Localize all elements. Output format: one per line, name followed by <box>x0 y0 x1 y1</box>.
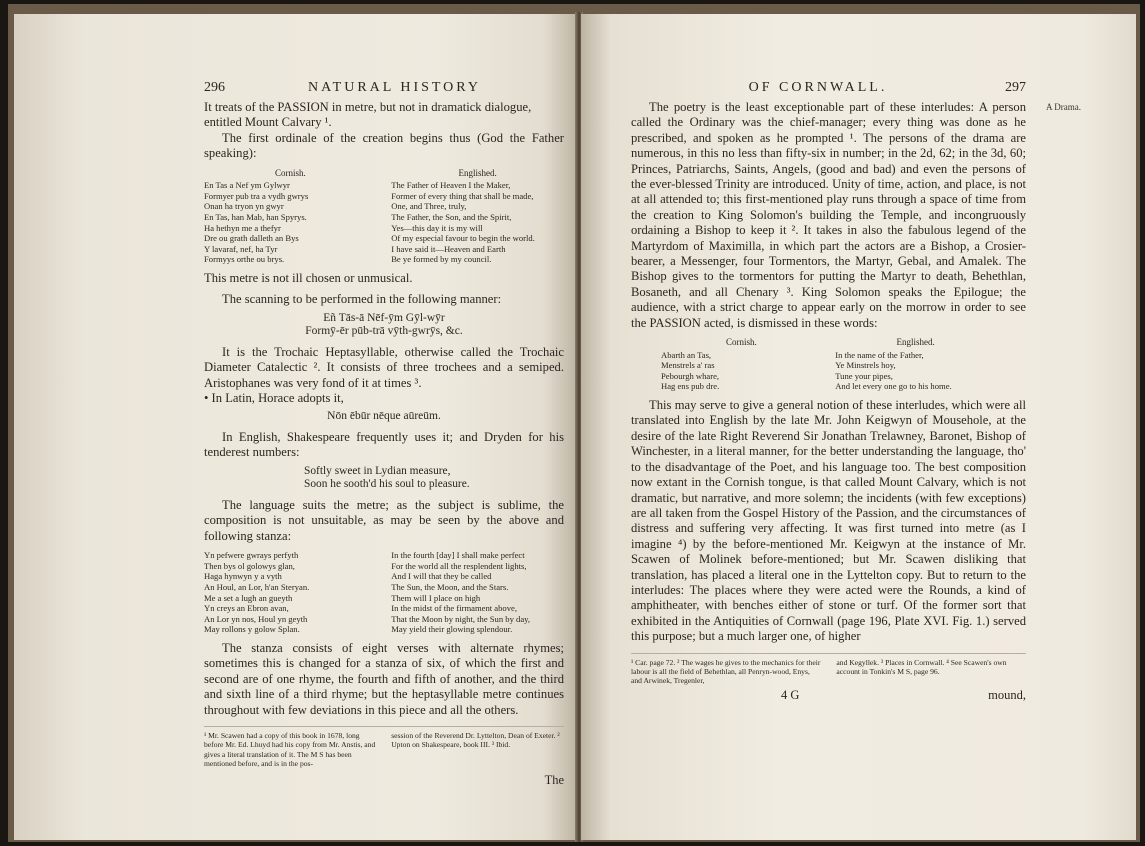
english-column <box>391 168 564 265</box>
right-text-block <box>631 80 1026 703</box>
latin-line: Nōn ēbūr nēque aūreūm. <box>327 410 441 423</box>
stanza-cornish-column <box>204 550 377 635</box>
cornish-line: Haga hynwyn y a vyth <box>204 571 282 582</box>
english-line: Of my especial favour to begin the world. <box>391 233 535 244</box>
left-text-block <box>204 80 564 788</box>
cornish-line: En Tas a Nef ym Gylwyr <box>204 180 290 191</box>
cornish-line: Onan ha tryon yn gwyr <box>204 201 284 212</box>
signature-mark: 4 G <box>781 687 800 702</box>
cornish-line: Y lavaraf, nef, ha Tyr <box>204 243 278 254</box>
cornish-line: Me a set a lugh an gueyth <box>204 592 293 603</box>
margin-note: A Drama. <box>1046 102 1081 112</box>
scan-line: Eñ Tās-ā Nēf-ȳm Gȳl-wȳr <box>323 311 445 324</box>
right-running-head <box>631 80 1026 96</box>
footnote-column: ¹ Car. page 72. ² The wages he gives to the mechanics for their labour is all the field of Behethlan, all Penryn-wood, Enys, and Arwinek, Tregenler, <box>631 657 821 686</box>
left-page-number: 296 <box>204 80 225 95</box>
english-line: In the name of the Father, <box>835 349 924 360</box>
footnote-column: and Kegyllek. ³ Places in Cornwall. ⁴ See Scawen's own account in Tonkin's M S, page 96. <box>836 657 1007 676</box>
cornish-line: En Tas, han Mab, han Spyrys. <box>204 212 307 222</box>
scanning-paragraph: The scanning to be performed in the following manner: <box>222 292 502 307</box>
ordinale-paragraph: The first ordinale of the creation begins thus (God the Father speaking): <box>204 130 564 161</box>
left-footnotes <box>204 726 564 769</box>
cornish-heading: Cornish. <box>726 337 757 348</box>
trochaic-paragraph: It is the Trochaic Heptasyllable, otherwise called the Trochaic Diameter Catalectic ². It consists of three trochees and a semiped. Aristophanes was very fond of it at times ³. <box>204 344 564 390</box>
latin-paragraph: • In Latin, Horace adopts it, <box>204 391 344 405</box>
english-column <box>835 337 996 392</box>
english-line: I have said it—Heaven and Earth <box>391 243 506 254</box>
cornish-line: An Lor yn nos, Houl yn geyth <box>204 613 308 624</box>
english-line: The Father of Heaven I the Maker, <box>391 180 511 191</box>
cornish-line: Hag ens pub dre. <box>661 381 720 392</box>
metre-line: This metre is not ill chosen or unmusical. <box>204 270 413 285</box>
intro-line-1: It treats of the PASSION in metre, but not in dramatick dialogue, <box>204 100 532 114</box>
cornish-line: Then bys ol golowys glan, <box>204 560 295 571</box>
cornish-line: Abarth an Tas, <box>661 349 712 360</box>
interludes-paragraph: This may serve to give a general notion of these interludes, which were all translated into English by the late Mr. John Keigwyn of Mousehole, at the desire of the late Right Reverend Sir Jonathan Trelawney, Baronet, Bishop of Winchester, in a literal manner, for the better understanding the language, tho' to the disadvantage of the Poet, and his language too. The best composition now extant in the Cornish tongue, is that called Mount Calvary, which is not dramatic, but narrative, and more solemn; the incidents (with few exceptions) are all taken from the Gospel History of the Passion, and the circumstances of distress and suffering very affecting. It was first turned into metre (as I imagine ⁴) by the before-mentioned Mr. Keigwyn at the instance of Mr. Scawen of Molinek before-mentioned; but Mr. Scawen disliking that translation, has placed a literal one in the Lyttelton copy. But to return to the interludes: The places where they were acted were the Rounds, a kind of amphitheater, with benches either of stone or turf. Of the former sort that exhibited in the Antiquities of Cornwall (page 196, Plate XVI. Fig. 1.) served this purpose; but a much larger one, of higher <box>631 398 1026 644</box>
english-line: In the fourth [day] I shall make perfect <box>391 550 525 561</box>
epilogue-verse-columns <box>631 337 1026 392</box>
language-paragraph: The language suits the metre; as the subject is sublime, the composition is not unsuitable, as may be seen by the above and following stanza: <box>204 497 564 543</box>
left-head-title: NATURAL HISTORY <box>308 80 481 95</box>
english-heading: Englished. <box>896 337 935 348</box>
english-paragraph: In English, Shakespeare frequently uses it; and Dryden for his tenderest numbers: <box>204 429 564 460</box>
stanza-english-column <box>391 550 564 635</box>
book-spread <box>8 4 1140 842</box>
english-line: In the midst of the firmament above, <box>391 603 517 614</box>
cornish-line: May rollons y golow Splan. <box>204 624 300 635</box>
english-line: That the Moon by night, the Sun by day, <box>391 613 531 624</box>
intro-line-2: entitled Mount Calvary ¹. <box>204 115 332 130</box>
cornish-line: Yn pefwere gwrays perfyth <box>204 550 299 561</box>
english-line: And I will that they be called <box>391 571 492 582</box>
english-line: Yes—this day it is my will <box>391 222 483 233</box>
dryden-verse <box>304 465 564 492</box>
drama-paragraph: The poetry is the least exceptionable part of these interludes: A person called the Ordinary was the chief-manager; every thing was done as he prescribed, and spoken as he prompted ¹. The persons of the drama are numerous, in this no less than fifty-six in number; in the 2d, 62; in the 3d, 60; Princes, Patriarchs, Saints, Angels, (good and bad) and even the persons of the ever-blessed Trinity are introduced. Unity of time, action, and place, is not at all attended to; this first-mentioned play runs through a space of time from the creation to King Solomon's building the Temple, and incongruously ordaining a Bishop to keep it ². It takes in also the fabulous legend of the Martyrdom of Maximilla, in which part the actors are a Bishop, a Crosier-bearer, a Messenger, four Tormentors, the Martyr, Gebal, and Amalek. The Bishop gives to the tormentors for putting the Martyr to death, Behethlan, Bosaneth, and all Chenary ³. King Solomon speaks the Epilogue; the audience, with a strict charge to appear early on the morrow in order to see the PASSION acted, is dismissed in these words: <box>631 100 1026 330</box>
left-running-head <box>204 80 564 96</box>
right-head-title: OF CORNWALL. <box>748 80 888 95</box>
english-line: Them will I place on high <box>391 592 481 603</box>
english-line: One, and Three, truly, <box>391 201 467 212</box>
cornish-column <box>661 337 822 392</box>
left-page <box>14 14 577 840</box>
left-catchword: The <box>544 772 564 787</box>
stanza-columns <box>204 550 564 635</box>
right-page-number: 297 <box>1004 80 1026 95</box>
english-heading: Englished. <box>458 167 497 178</box>
verse-line: Soon he sooth'd his soul to pleasure. <box>304 478 470 491</box>
cornish-line: Menstrels a' ras <box>661 360 715 371</box>
english-line: For the world all the resplendent lights, <box>391 560 527 571</box>
signature-row <box>631 688 1026 703</box>
cornish-line: An Houl, an Lor, h'an Steryan. <box>204 581 310 592</box>
english-line: The Sun, the Moon, and the Stars. <box>391 581 509 592</box>
cornish-heading: Cornish. <box>275 167 306 178</box>
verse-line: Softly sweet in Lydian measure, <box>304 464 451 477</box>
cornish-line: Formyys orthe ou brys. <box>204 254 285 265</box>
cornish-line: Dre ou grath dalleth an Bys <box>204 233 299 244</box>
english-line: The Father, the Son, and the Spirit, <box>391 212 512 222</box>
scan-block <box>204 312 564 339</box>
cornish-line: Pebourgh whare, <box>661 370 720 381</box>
cornish-line: Formyer pub tra a vydh gwrys <box>204 190 309 201</box>
right-page <box>581 14 1136 840</box>
cornish-column <box>204 168 377 265</box>
cornish-line: Ha hethyn me a thefyr <box>204 222 281 233</box>
stanza-paragraph: The stanza consists of eight verses with alternate rhymes; sometimes this is changed for a stanza of six, of which the first and second are of one rhyme, the fourth and fifth of another, and the third and sixth line of a third rhyme; but the heptasyllable metre continues throughout with few deviations in this piece and all the others. <box>204 640 564 717</box>
english-line: Ye Minstrels hoy, <box>835 360 896 371</box>
creation-verse-columns <box>204 168 564 265</box>
english-line: May yield their glowing splendour. <box>391 624 513 635</box>
footnote-column: ¹ Mr. Scawen had a copy of this book in 1678, long before Mr. Ed. Lhuyd had his copy from Mr. Anstis, and gives a literal translation of it. The M S has been mentioned before, and is in the pos- <box>204 730 376 769</box>
english-line: Former of every thing that shall be made, <box>391 190 534 201</box>
english-line: Be ye formed by my council. <box>391 254 492 265</box>
english-line: Tune your pipes, <box>835 370 893 381</box>
right-footnotes <box>631 653 1026 686</box>
english-line: And let every one go to his home. <box>835 381 952 392</box>
footnote-column: session of the Reverend Dr. Lyttelton, Dean of Exeter. ² Upton on Shakespeare, book III. ³ Ibid. <box>391 730 560 750</box>
right-catchword: mound, <box>988 687 1026 702</box>
cornish-line: Yn creys an Ebron avan, <box>204 603 289 614</box>
scan-line: Formȳ-ēr pūb-trā vȳth-gwrȳs, &c. <box>305 325 463 338</box>
